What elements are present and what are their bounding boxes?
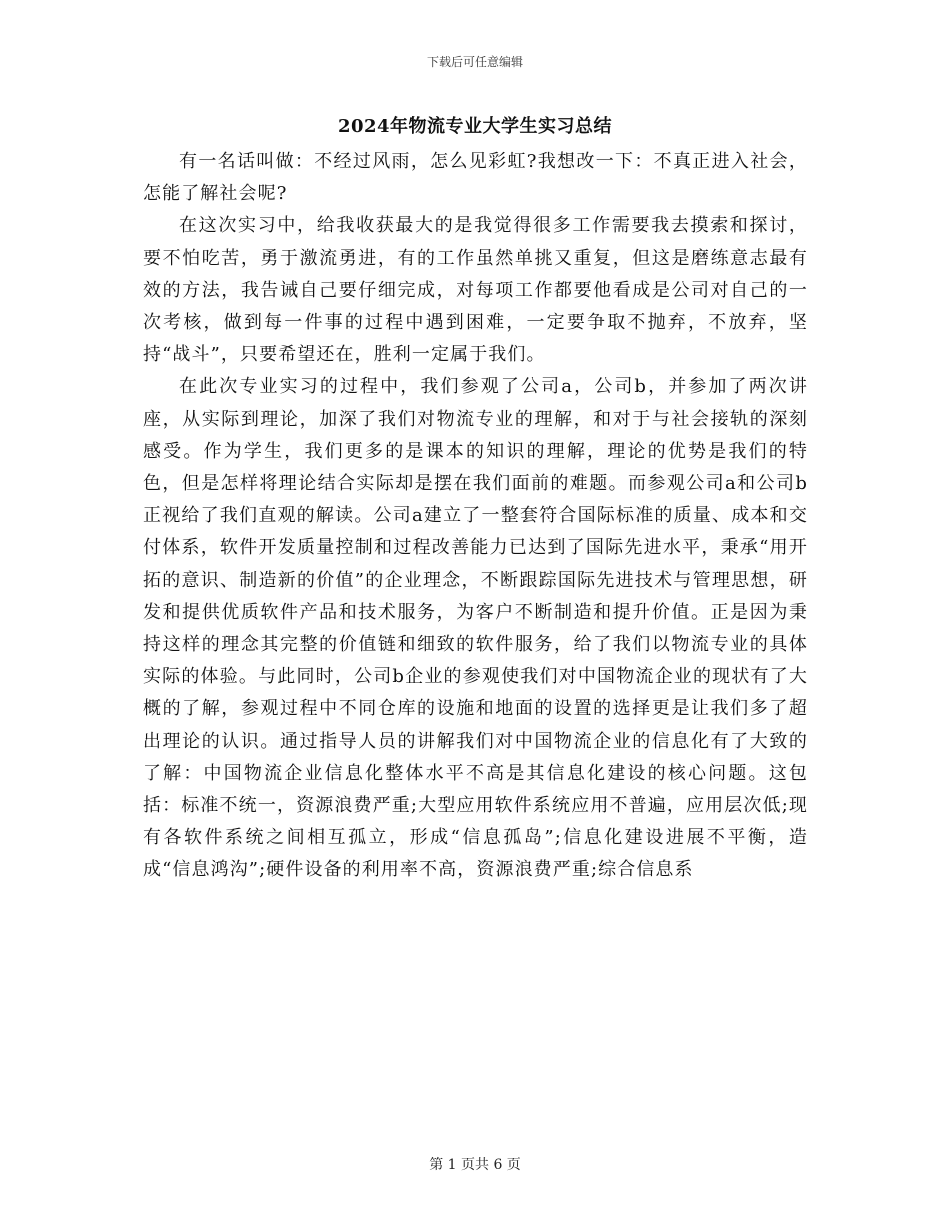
paragraph-3: 在此次专业实习的过程中，我们参观了公司a，公司b，并参加了两次讲座，从实际到理论，加深了我们对物流专业的理解，和对于与社会接轨的深刻感受。作为学生，我们更多的是课本的知识的理解，理论的优势是我们的特色，但是怎样将理论结合实际却是摆在我们面前的难题。而参观公司a和公司b正视给了我们直观的解读。公司a建立了一整套符合国际标准的质量、成本和交付体系，软件开发质量控制和过程改善能力已达到了国际先进水平，秉承“用开拓的意识、制造新的价值”的企业理念，不断跟踪国际先进技术与管理思想，研发和提供优质软件产品和技术服务，为客户不断制造和提升价值。正是因为秉持这样的理念其完整的价值链和细致的软件服务，给了我们以物流专业的具体实际的体验。与此同时，公司b企业的参观使我们对中国物流企业的现状有了大概的了解，参观过程中不同仓库的设施和地面的设置的选择更是让我们多了超出理论的认识。通过指导人员的讲解我们对中国物流企业的信息化有了大致的了解：中国物流企业信息化整体水平不高是其信息化建设的核心问题。这包括：标准不统一，资源浪费严重;大型应用软件系统应用不普遍，应用层次低;现有各软件系统之间相互孤立，形成“信息孤岛”;信息化建设进展不平衡，造成“信息鸿沟”;硬件设备的利用率不高，资源浪费严重;综合信息系 [143, 376, 808, 881]
page-header-note: 下载后可任意编辑 [426, 55, 523, 69]
page-number-footer: 第 1 页共 6 页 [429, 1157, 521, 1173]
paragraph-2: 在这次实习中，给我收获最大的是我觉得很多工作需要我去摸索和探讨，要不怕吃苦，勇于激流勇进，有的工作虽然单挑又重复，但这是磨练意志最有效的方法，我告诫自己要仔细完成，对每项工作都要他看成是公司对自己的一次考核，做到每一件事的过程中遇到困难，一定要争取不抛弃，不放弃，坚持“战斗”，只要希望还在，胜利一定属于我们。 [143, 215, 808, 366]
document-body [143, 146, 808, 887]
paragraph-1: 有一名话叫做：不经过风雨，怎么见彩虹?我想改一下：不真正进入社会，怎能了解社会呢? [143, 151, 808, 205]
document-title: 2024年物流专业大学生实习总结 [337, 116, 613, 137]
